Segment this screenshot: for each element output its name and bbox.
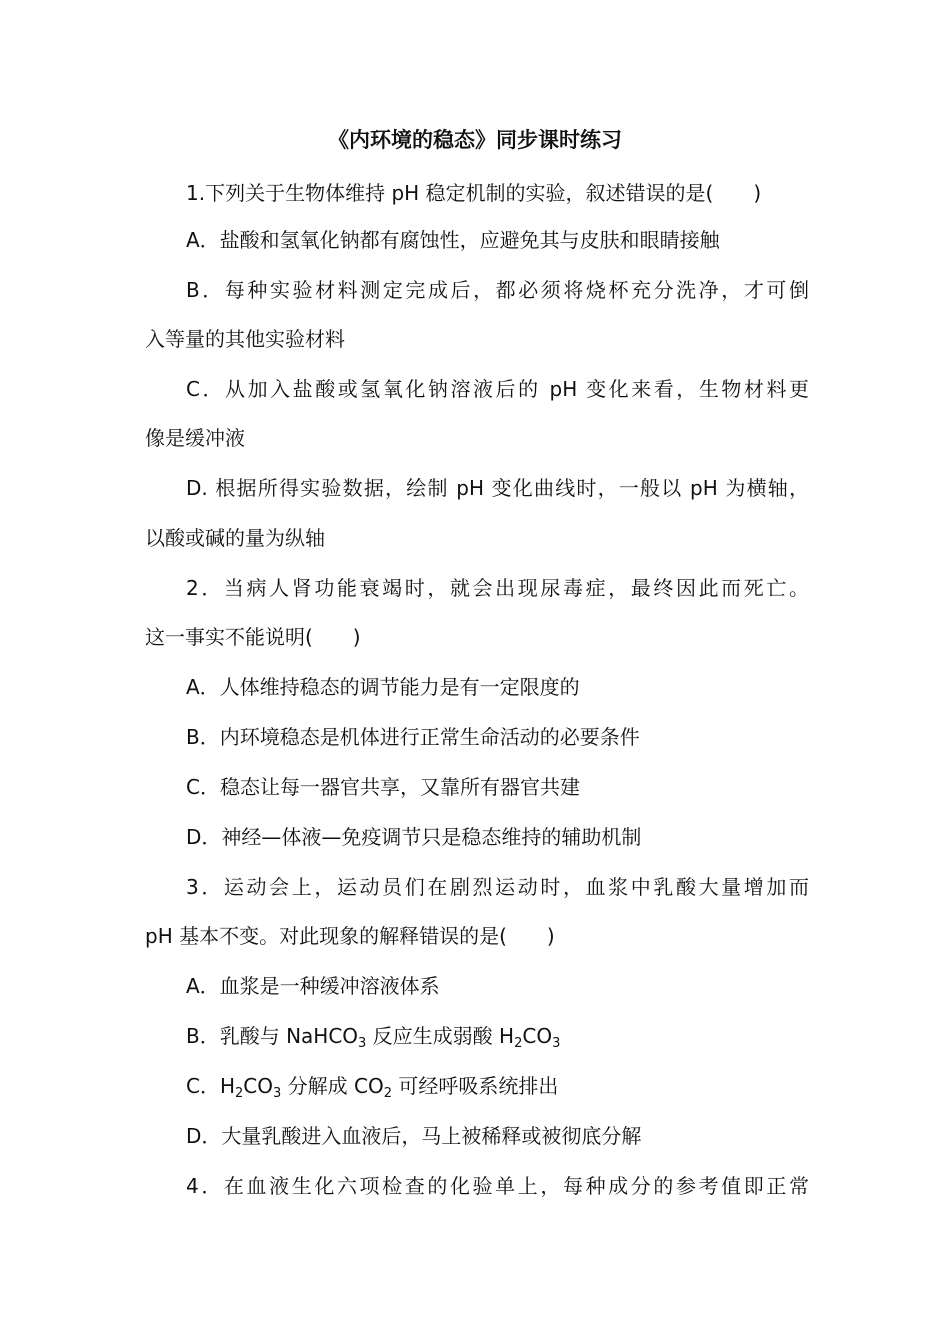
question-2-stem-cont: 这一事实不能说明( )	[145, 625, 361, 649]
question-3-stem: 3．运动会上，运动员们在剧烈运动时，血浆中乳酸大量增加而	[186, 875, 809, 899]
question-3-option-d: D．大量乳酸进入血液后，马上被稀释或被彻底分解	[186, 1124, 642, 1148]
question-1-option-b: B．每种实验材料测定完成后，都必须将烧杯充分洗净，才可倒	[186, 278, 809, 302]
question-1-option-d-cont: 以酸或碱的量为纵轴	[145, 526, 325, 550]
question-2-option-c: C．稳态让每一器官共享，又靠所有器官共建	[186, 775, 580, 799]
question-3-option-b: B．乳酸与 NaHCO$_3$ 反应生成弱酸 $H_2CO_3$	[186, 1024, 561, 1051]
question-1-option-c-cont: 像是缓冲液	[145, 426, 245, 450]
question-3-option-c: C．$H_2CO_3$ 分解成 $CO_2$ 可经呼吸系统排出	[186, 1074, 559, 1101]
question-1-option-c: C．从加入盐酸或氢氧化钠溶液后的 pH 变化来看，生物材料更	[186, 377, 809, 401]
question-2-option-a: A．人体维持稳态的调节能力是有一定限度的	[186, 675, 580, 699]
question-1-option-b-cont: 入等量的其他实验材料	[145, 327, 345, 351]
question-4-stem: 4．在血液生化六项检查的化验单上，每种成分的参考值即正常	[186, 1174, 809, 1198]
question-2-option-d: D．神经—体液—免疫调节只是稳态维持的辅助机制	[186, 825, 642, 849]
question-3-stem-cont: pH 基本不变。对此现象的解释错误的是( )	[145, 924, 555, 948]
question-2-option-b: B．内环境稳态是机体进行正常生命活动的必要条件	[186, 725, 640, 749]
question-1-stem: 1.下列关于生物体维持 pH 稳定机制的实验，叙述错误的是( )	[186, 181, 762, 205]
question-2-stem: 2．当病人肾功能衰竭时，就会出现尿毒症，最终因此而死亡。	[186, 576, 809, 600]
question-1-option-d: D. 根据所得实验数据，绘制 pH 变化曲线时，一般以 pH 为横轴，	[186, 476, 809, 500]
question-1-option-a: A．盐酸和氢氧化钠都有腐蚀性，应避免其与皮肤和眼睛接触	[186, 228, 720, 252]
question-3-option-a: A．血浆是一种缓冲溶液体系	[186, 974, 440, 998]
page-title: 《内环境的稳态》同步课时练习	[328, 128, 622, 152]
